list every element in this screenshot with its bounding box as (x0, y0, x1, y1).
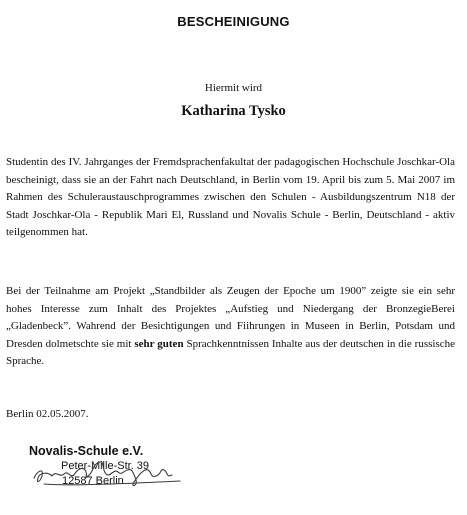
paragraph-project-text-1: Bei der Teilnahme am Projekt „Standbilder als Zeugen der Epoche um 1900” zeigte sie ein sehr hohes Interesse zum Inhalt des Projektes „Aufstieg und Niedergang der BronzegieBerei „Gladenbeck”. Wahrend der Besichtigungen und Fiihrungen in Museen in Berlin, Potsdam und Dresden dolmetschte sie mit (6, 285, 455, 350)
paragraph-project-text-2: Sprachkenntnissen Inhalte aus der deutschen in die russische Sprache. (6, 337, 455, 368)
paragraph-project-bold: sehr guten (134, 337, 184, 350)
stamp-city: 12587 Berlin (62, 475, 124, 487)
paragraph-project (6, 283, 455, 371)
place-and-date: Berlin 02.05.2007. (6, 408, 89, 420)
handwritten-signature (30, 448, 190, 494)
paragraph-participation: Studentin des IV. Jahrganges der Fremdsprachenfakultat der padagogischen Hochschule Joschkar-Ola bescheinigt, dass sie an der Fahrt nach Deutschland, in Berlin vom 19. April bis zum 5. Mai 2007 im Rahmen des Schuleraustauschprogrammes zwischen den Schulen - Ausbildungszentrum N18 der Stadt Joschkar-Ola - Republik Mari El, Russland und Novalis Schule - Berlin, Deutschland - aktiv teilgenommen hat. (6, 156, 455, 239)
recipient-name: Katharina Tysko (181, 103, 286, 119)
document-title: BESCHEINIGUNG (177, 14, 290, 29)
intro-text: Hiermit wird (204, 82, 263, 94)
stamp-street: Peter-Mille-Str. 39 (61, 460, 150, 472)
stamp-school-name: Novalis-Schule e.V. (29, 444, 144, 458)
